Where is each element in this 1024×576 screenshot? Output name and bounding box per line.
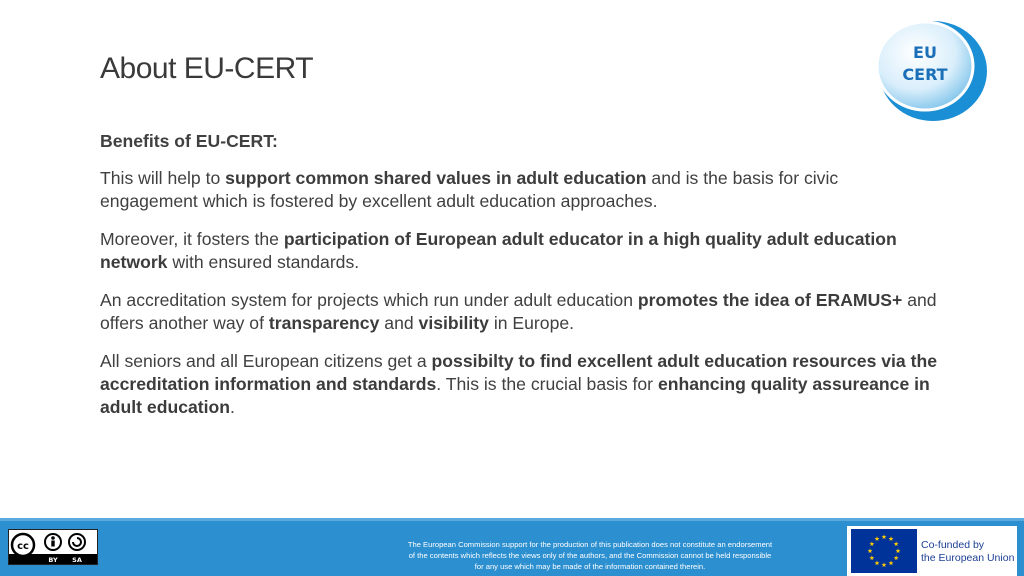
body-paragraph [100,289,940,335]
body-paragraph [100,167,940,213]
logo-line2: CERT [902,65,948,84]
paragraph-text: This will help to [100,168,226,188]
emphasis-text: participation of European adult educator in a high quality adult education network [100,229,897,272]
body-paragraph [100,228,940,274]
paragraph-text: . This is the crucial basis for [436,374,658,394]
paragraph-text: and offers another way of [100,290,937,333]
page-title: About EU-CERT [100,52,314,85]
cc-license-badge[interactable] [8,529,98,565]
body-paragraph [100,350,940,419]
disclaimer-line: for any use which may be made of the information contained therein. [474,562,706,571]
paragraph-text: An accreditation system for projects which run under adult education [100,290,638,310]
paragraph-text: . [230,397,235,417]
eu-cert-logo [873,18,989,124]
eu-cofunded-line1: Co-funded by [921,539,985,551]
cc-by-label: BY [48,556,58,564]
paragraph-text: and is the basis for civic engagement which is fostered by excellent adult education approaches. [100,168,839,211]
disclaimer-line: The European Commission support for the production of this publication does not constitute an endorsement [407,540,773,549]
paragraph-text: and [379,313,419,333]
logo-line1: EU [913,43,937,62]
cc-by-sa-icon [9,530,97,564]
emphasis-text: support common shared values in adult education [225,168,647,188]
emphasis-text: enhancing quality assureance in adult education [100,374,930,417]
eu-flag-icon [851,529,917,573]
eu-cofunded-line2: the European Union [921,552,1015,564]
footer-bar [0,518,1024,576]
paragraph-text: with ensured standards. [167,252,360,272]
eu-disclaimer [365,539,815,572]
svg-text:cc: cc [17,541,29,552]
disclaimer-line: of the contents which reflects the views only of the authors, and the Commission cannot be held responsible [408,551,772,560]
emphasis-text: visibility [418,313,489,333]
emphasis-text: transparency [268,313,380,333]
subheading: Benefits of EU-CERT: [100,131,278,151]
eu-cofunded-badge [847,526,1017,576]
cc-sa-label: SA [72,556,82,564]
main-content [100,130,940,434]
paragraph-text: All seniors and all European citizens get a [100,351,432,371]
paragraph-text: Moreover, it fosters the [100,229,284,249]
emphasis-text: promotes the idea of ERAMUS+ [637,290,903,310]
paragraph-text: in Europe. [488,313,575,333]
paragraph-list [100,167,940,419]
emphasis-text: possibilty to find excellent adult education resources via the accreditation information and standards [100,351,937,394]
